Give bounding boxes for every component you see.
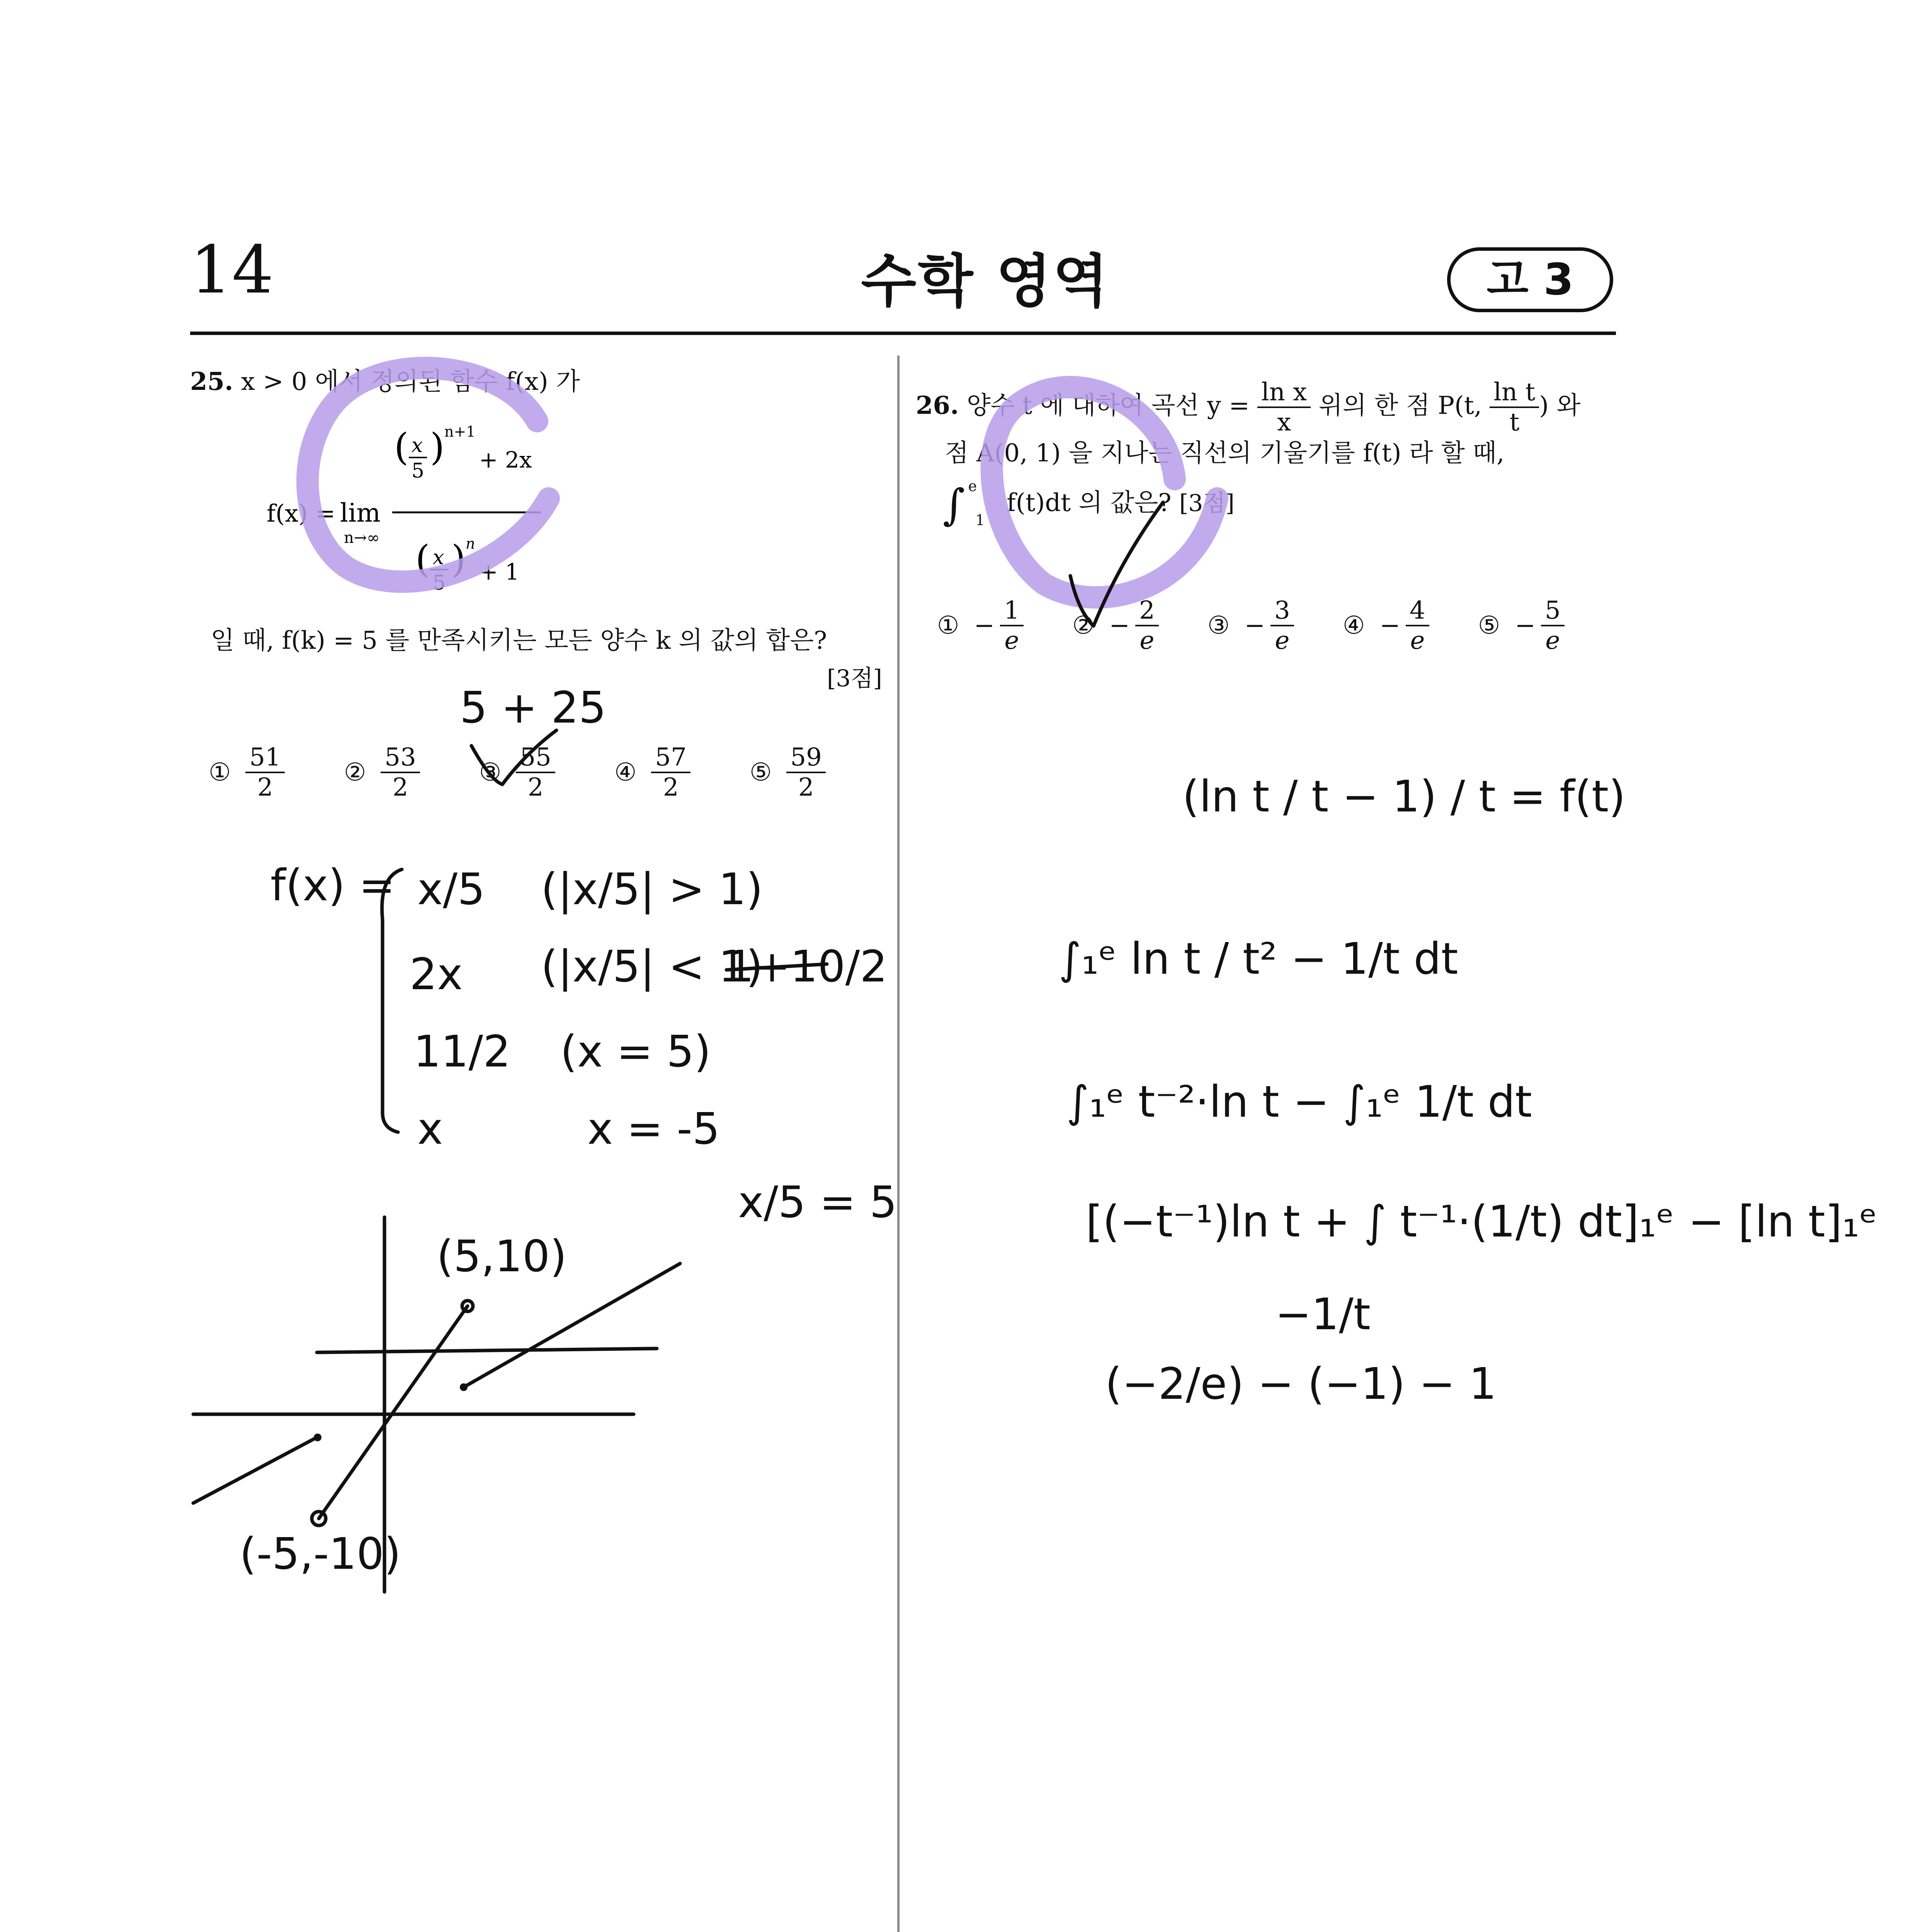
integral-lower: 1 [975,511,985,529]
hw-pt-lower: (-5,-10) [240,1529,401,1579]
hw-result: (−2/e) − (−1) − 1 [1105,1359,1497,1409]
choice-num: 2 [1135,597,1159,626]
hw-graph-ray-right [464,1264,680,1387]
q25-number: 25. [190,367,233,396]
choice-den: 2 [392,773,408,802]
q26-points: [3점] [1179,490,1235,517]
q25-den-base-den: 5 [433,571,446,595]
q25-num-tail: + 2x [479,447,532,473]
hw-graph-line-y11 [317,1349,657,1352]
q25-num-base-den: 5 [412,459,425,483]
q25-lhs: f(x) = [267,499,335,527]
hw-small: −1/t [1275,1289,1371,1340]
hw-piece1-cond: (|x/5| > 1) [541,864,763,915]
choice-num: 59 [786,744,825,773]
choice-den: e [1004,626,1019,655]
choice-den: e [1545,626,1560,655]
hw-slope: (ln t / t − 1) / t = f(t) [1182,772,1626,822]
q25-stem-text: x > 0 에서 정의된 함수 f(x) 가 [241,367,580,396]
q25-den-tail: + 1 [479,559,519,585]
choice-num: 55 [516,744,555,773]
hw-graph-ray-left [193,1437,317,1503]
q26-number: 26. [916,391,959,420]
choice-den: e [1275,626,1290,655]
choice-num: 4 [1406,597,1429,626]
q25-lim-sub: n→∞ [344,529,380,547]
integral-upper: e [968,477,977,495]
frac-num: ln x [1257,379,1311,408]
frac-num: ln t [1490,379,1539,408]
choice-mark: ⑤ [1478,611,1500,640]
minus-sign: − [1109,611,1130,640]
hw-pt-upper: (5,10) [437,1231,567,1282]
hw-piece4-cond: x = -5 [587,1104,720,1154]
minus-sign: − [974,611,995,640]
choice-mark: ④ [614,758,637,787]
page-number: 14 [190,232,274,308]
choice-den: 2 [257,773,273,802]
highlighter-circle-q26 [992,387,1217,597]
q25-paren: ) [451,537,466,581]
hw-int2: ∫₁ᵉ t⁻²·ln t − ∫₁ᵉ 1/t dt [1066,1077,1532,1127]
hw-q25-note: 5 + 25 [460,683,606,733]
q25-den-exp: n [466,535,475,552]
q26-line1-end: 와 [1556,391,1581,420]
minus-sign: − [1244,611,1265,640]
minus-sign: − [1379,611,1400,640]
hw-piece3: 11/2 [413,1027,511,1077]
q26-integrand: f(t)dt 의 값은? [1007,488,1172,517]
highlighter-circle-q25 [308,368,549,582]
choice-num: 53 [381,744,420,773]
page-title: 수학 영역 [861,248,1110,315]
choice-mark: ③ [1208,611,1230,640]
choice-mark: ① [209,758,231,787]
choice-num: 5 [1541,597,1565,626]
q25-paren: ) [430,425,445,469]
hw-int3: [(−t⁻¹)ln t + ∫ t⁻¹·(1/t) dt]₁ᵉ − [ln t]₁ᵉ [1086,1197,1878,1247]
q26-point-close: ) [1539,391,1549,420]
choice-num: 51 [245,744,284,773]
choice-num: 3 [1270,597,1294,626]
choice-mark: ① [937,611,959,640]
q25-paren: ( [415,537,430,581]
q26-line2: 점 A(0, 1) 을 지나는 직선의 기울기를 f(t) 라 할 때, [945,439,1505,468]
hw-piece4: x [417,1104,443,1154]
choice-den: e [1410,626,1425,655]
q25-paren: ( [394,425,409,469]
choice-mark: ③ [479,758,502,787]
choice-den: 2 [663,773,679,802]
choice-den: 2 [527,773,544,802]
q25-den-base: x [433,546,444,569]
choice-num: 1 [1000,597,1024,626]
q25-condition: 일 때, f(k) = 5 를 만족시키는 모든 양수 k 의 값의 합은? [211,626,827,655]
q25-num-base: x [412,434,423,457]
choice-den: 2 [798,773,814,802]
q25-lim: lim [340,498,381,528]
minus-sign: − [1515,611,1536,640]
q25-points: [3점] [827,665,882,692]
hw-dot-left [314,1434,321,1441]
hw-piece2-cond: (|x/5| < 1) [541,942,763,992]
hw-piece3-cond: (x = 5) [560,1027,711,1077]
choice-mark: ② [1072,611,1095,640]
frac-den: t [1509,408,1520,437]
hw-graph-segment-2x [319,1306,468,1519]
grade-badge: 고 3 [1447,247,1613,312]
q25-num-exp: n+1 [444,425,476,440]
hw-int1: ∫₁ᵉ ln t / t² − 1/t dt [1059,934,1458,984]
q26-line1-mid: 위의 한 점 P [1318,391,1455,420]
hw-piece1: x/5 [417,864,485,915]
q26-point-open: (t, [1454,391,1482,420]
choice-mark: ⑤ [750,758,772,787]
check-mark-q25 [471,730,556,784]
choice-mark: ② [344,758,366,787]
frac-den: x [1277,408,1291,437]
q26-line1-text: 양수 t 에 대하여 곡선 y = [966,391,1250,420]
hw-piece-lhs: f(x) = [270,861,395,911]
hw-piece2: 2x [410,949,463,1000]
integral-sign: ∫ [943,480,965,529]
choice-num: 57 [651,744,690,773]
hw-side-note: x/5 = 5 [738,1177,897,1228]
hw-dot-right [460,1383,468,1391]
choice-den: e [1139,626,1155,655]
hw-struck: 1+10/2 [726,942,888,992]
choice-mark: ④ [1343,611,1365,640]
